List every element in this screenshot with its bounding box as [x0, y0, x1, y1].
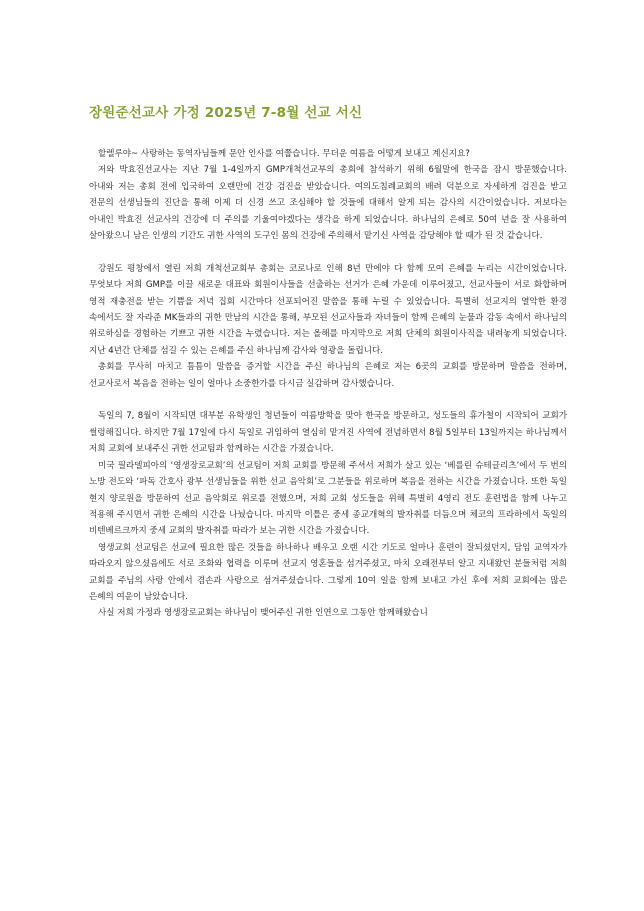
- paragraph-church-visits: 총회를 무사히 마치고 틈틈이 말씀을 증거할 시간을 주신 하나님의 은혜로 저는 6곳의 교회를 방문하며 말씀을 전하며, 선교사로서 복음을 전하는 일이 얼마나 소중한가를 다시금 실감하며 감사했습니다.: [89, 362, 567, 389]
- paragraph-spacer: [89, 392, 567, 408]
- paragraph-relationship: 사실 저희 가정과 영생장로교회는 하나님이 맺어주신 귀한 인연으로 그동안 함께해왔습니: [98, 608, 428, 619]
- paragraph-spacer: [89, 244, 567, 260]
- letter-title: 장원준선교사 가정 2025년 7-8월 선교 서신: [89, 105, 363, 121]
- paragraph-health-checkup: 저와 박효진선교사는 지난 7월 1-4일까지 GMP개척선교부의 총회에 참석하기 위해 6월말에 한국을 잠시 방문했습니다. 아내와 저는 총회 전에 입국하여 오랜만에 건강 검진을 받았습니다. 여의도침례교회의 배려 덕분으로 자세하게 검진을 받고 전문의 선생님들의 진단을 통해 이제 더 신경 쓰고 조심해야 할 것들에 대해서 알게 되는 감사의 시간이었습니다. 저보다는 아내인 박효진 선교사의 건강에 더 주의를 기울여야겠다는 생각을 하게 되었습니다. 하나님의 은혜로 50여 년을 잘 사용하여 살아왔으니 남은 인생의 기간도 귀한 사역의 도구인 몸의 건강에 주의해서 맡기신 사역을 감당해야 할 때가 된 것 같습니다.: [89, 165, 567, 242]
- letter-body: [89, 146, 567, 622]
- paragraph-summer-ministry: 독일의 7, 8월이 시작되면 대부분 유학생인 청년들이 여름방학을 맞아 한국을 방문하고, 성도들의 휴가철이 시작되어 교회가 썰렁해집니다. 하지만 7월 17일에 다시 독일로 귀임하여 열심히 맡겨진 사역에 전념하면서 8월 5일부터 13일까지는 하나님께서 저희 교회에 보내주신 귀한 선교팀과 함께하는 시간을 가졌습니다.: [89, 411, 567, 455]
- paragraph-general-assembly: 강원도 평창에서 열린 저희 개척선교회부 총회는 코로나로 인해 8년 만에야 다 함께 모여 은혜를 누리는 시간이었습니다. 무엇보다 저희 GMP를 이끌 새로운 대표와 회원이사들을 선출하는 선거가 은혜 가운데 이루어졌고, 선교사들이 서로 화합하며 영적 재충전을 받는 기쁨을 저녁 집회 시간마다 선포되어진 말씀을 통해 누릴 수 있었습니다. 특별히 선교지의 열악한 환경 속에서도 잘 자라준 MK들과의 귀한 만남의 시간을 통해, 부모된 선교사들과 자녀들이 함께 은혜의 눈물과 감동 속에서 하나님의 위로하심을 경험하는 기쁘고 귀한 시간을 누렸습니다. 저는 올해를 마지막으로 저희 단체의 회원이사직을 내려놓게 되었습니다. 지난 4년간 단체를 섬길 수 있는 은혜를 주신 하나님께 감사와 영광을 돌립니다.: [89, 263, 567, 356]
- paragraph-greeting: 할렐루야~ 사랑하는 동역자님들께 문안 인사를 여쭙습니다. 무더운 여름을 어떻게 보내고 계신지요?: [98, 149, 470, 159]
- paragraph-mission-team: 미국 필라델피아의 ‘영생장로교회’의 선교팀이 저희 교회를 방문해 주셔서 저희가 살고 있는 ‘베를린 슈테글리츠’에서 두 번의 노방 전도와 ‘파독 간호사 광부 선생님들을 위한 선교 음악회’로 그분들을 위로하며 복음을 전하는 시간을 가졌습니다. 또한 독일 현지 양로원을 방문하여 선교 음악회로 위로를 전했으며, 저희 교회 성도들을 위해 특별히 4영리 전도 훈련법을 함께 나누고 적용해 주시면서 귀한 은혜의 시간을 나눴습니다. 마지막 이틀은 중세 종교개혁의 발자취를 더듬으며 체코의 프라하에서 독일의 비텐베르크까지 중세 교회의 발자취를 따라가 보는 귀한 시간을 가졌습니다.: [89, 460, 567, 537]
- paragraph-team-service: 영생교회 선교팀은 선교에 필요한 많은 것들을 하나하나 배우고 오랜 시간 기도로 얼마나 훈련이 잘되셨던지, 담임 교역자가 따라오지 않으셨음에도 서로 조화와 협력을 이루며 선교지 영혼들을 섬겨주셨고, 마치 오래전부터 알고 지내왔던 분들처럼 저희 교회를 주님의 사랑 안에서 겸손과 사랑으로 섬겨주셨습니다. 그렇게 10여 일을 함께 보내고 가신 후에 저희 교회에는 많은 은혜의 여운이 남았습니다.: [89, 542, 567, 602]
